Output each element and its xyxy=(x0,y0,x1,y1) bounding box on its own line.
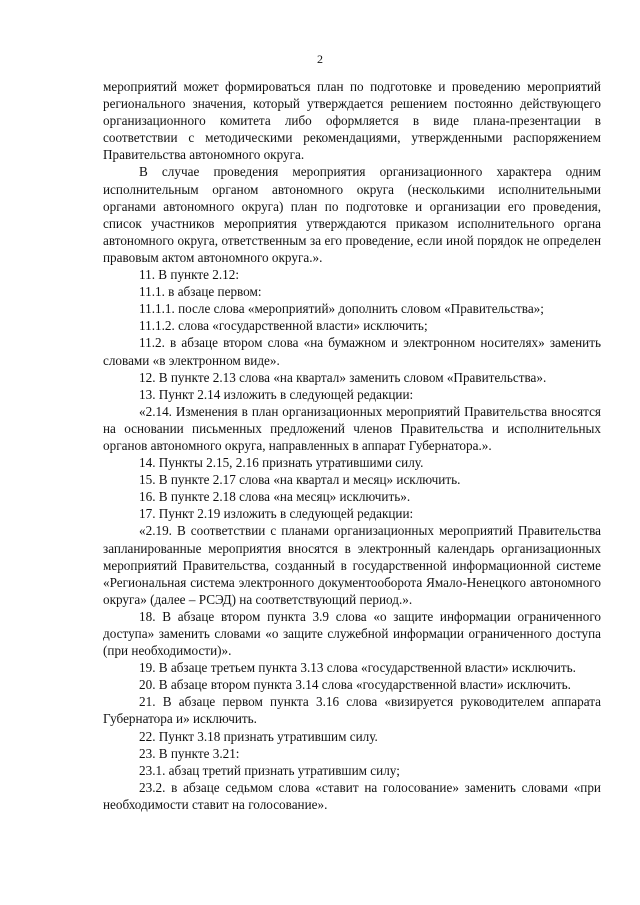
paragraph: 13. Пункт 2.14 изложить в следующей редакции: xyxy=(139,386,414,402)
paragraph: мероприятий может формироваться план по подготовке и проведению мероприятий регионального значения, который утверждается решением постоянно действующего организационного комитета либо оформляется в виде плана-презентации в соответствии с методическими рекомендациями, утвержденными распоряжением Правительства автономного округа. xyxy=(103,79,601,163)
paragraph: 11.2. в абзаце втором слова «на бумажном и электронном носителях» заменить словами «в электронном виде». xyxy=(103,335,601,368)
paragraph: 23. В пункте 3.21: xyxy=(139,745,240,761)
paragraph: 17. Пункт 2.19 изложить в следующей редакции: xyxy=(139,506,414,522)
paragraph: «2.14. Изменения в план организационных мероприятий Правительства вносятся на основании письменных предложений членов Правительства и исполнительных органов автономного округа, направленных в аппарат Губернатора.». xyxy=(103,403,601,453)
paragraph: 11. В пункте 2.12: xyxy=(139,267,239,283)
paragraph: 14. Пункты 2.15, 2.16 признать утратившими силу. xyxy=(139,455,424,471)
paragraph: 20. В абзаце втором пункта 3.14 слова «государственной власти» исключить. xyxy=(139,677,571,693)
paragraph: 11.1.2. слова «государственной власти» исключить; xyxy=(139,318,428,334)
paragraph: 19. В абзаце третьем пункта 3.13 слова «государственной власти» исключить. xyxy=(139,660,576,676)
paragraph: 15. В пункте 2.17 слова «на квартал и месяц» исключить. xyxy=(139,472,461,488)
paragraph: 18. В абзаце втором пункта 3.9 слова «о защите информации ограниченного доступа» заменить словами «о защите служебной информации ограниченного доступа (при необходимости)». xyxy=(103,608,601,659)
paragraph: В случае проведения мероприятия организационного характера одним исполнительным органом автономного округа (несколькими исполнительными органами автономного округа) план по подготовке и организации его проведения, список участников мероприятия утверждаются приказом исполнительного органа автономного округа, ответственным за его проведение, если иной порядок не определен правовым актом автономного округа.». xyxy=(103,164,601,265)
paragraph: 11.1.1. после слова «мероприятий» дополнить словом «Правительства»; xyxy=(139,301,544,317)
paragraph: 21. В абзаце первом пункта 3.16 слова «визируется руководителем аппарата Губернатора и» исключить. xyxy=(103,694,601,727)
paragraph: 23.1. абзац третий признать утратившим силу; xyxy=(139,762,400,778)
paragraph: 22. Пункт 3.18 признать утратившим силу. xyxy=(139,728,378,744)
paragraph: 11.1. в абзаце первом: xyxy=(139,284,262,300)
paragraph: 12. В пункте 2.13 слова «на квартал» заменить словом «Правительства». xyxy=(139,369,547,385)
paragraph: «2.19. В соответствии с планами организационных мероприятий Правительства запланированные мероприятия вносятся в электронный календарь организационных мероприятий Правительства, созданный в государственной информационной системе «Региональная система электронного документооборота Ямало-Ненецкого автономного округа» (далее – РСЭД) на соответствующий период.». xyxy=(103,523,601,607)
paragraph: 16. В пункте 2.18 слова «на месяц» исключить». xyxy=(139,489,411,505)
paragraph: 23.2. в абзаце седьмом слова «ставит на голосование» заменить словами «при необходимости ставит на голосование». xyxy=(103,779,601,812)
page-number: 2 xyxy=(317,52,323,66)
document-body xyxy=(103,78,601,813)
